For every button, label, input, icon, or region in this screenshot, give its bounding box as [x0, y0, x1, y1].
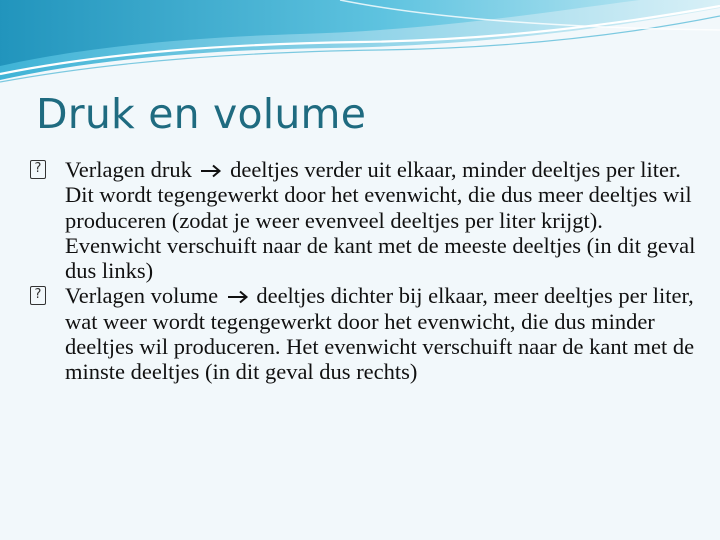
bullet-glyph: ?	[30, 286, 46, 305]
bullet-text: deeltjes dichter bij elkaar, meer deeltjes per liter, wat weer wordt tegengewerkt door het evenwicht, die dus minder deeltjes wil produceren. Het evenwicht verschuift naar de kant met de minste deeltjes (in dit geval dus rechts)	[65, 283, 695, 385]
bullet-item-druk	[30, 157, 700, 283]
header-wave-decoration	[0, 0, 720, 90]
bullet-glyph: ?	[30, 160, 46, 179]
slide-title: Druk en volume	[36, 90, 367, 138]
bullet-lead: Verlagen volume	[65, 283, 219, 309]
arrow-right-icon	[200, 164, 222, 178]
arrow-right-icon	[227, 290, 249, 304]
bullet-item-volume	[30, 283, 700, 384]
bullet-text: deeltjes verder uit elkaar, minder deeltjes per liter. Dit wordt tegengewerkt door het evenwicht, die dus meer deeltjes wil produceren (zodat je weer evenveel deeltjes per liter krijgt). Evenwicht verschuift naar de kant met de meeste deeltjes (in dit geval dus links)	[65, 157, 696, 284]
bullet-lead: Verlagen druk	[65, 157, 192, 182]
bullet-list	[30, 157, 700, 385]
